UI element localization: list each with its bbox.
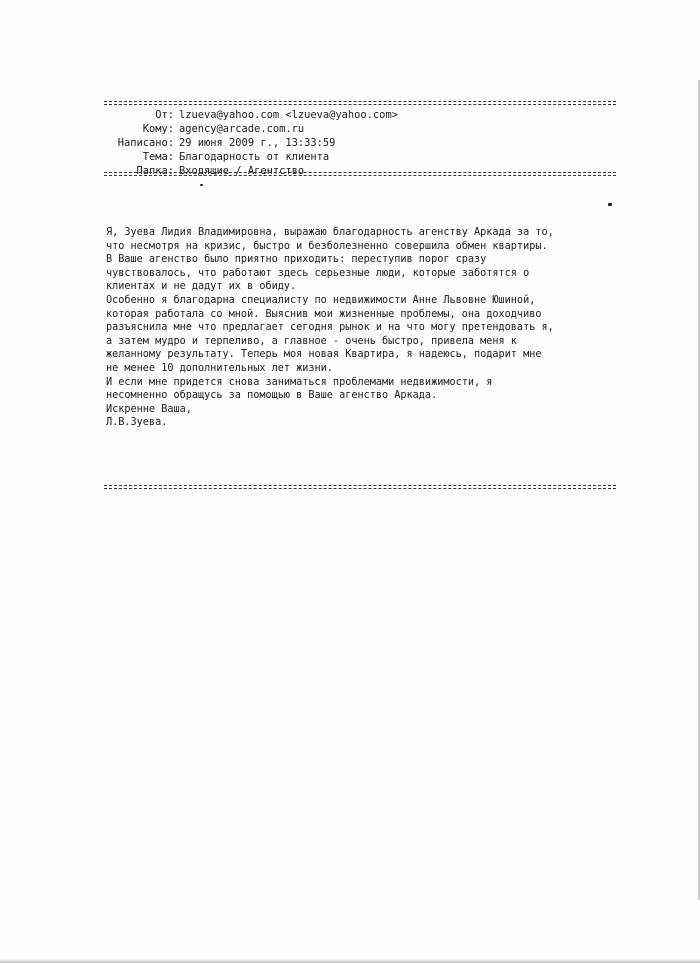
top-separator xyxy=(104,101,616,102)
body-line: желанному результату. Теперь моя новая Квартира, я надеюсь, подарит мне xyxy=(106,349,542,361)
body-line: которая работала со мной. Выяснив мои жизненные проблемы, она доходчиво xyxy=(106,308,542,320)
header-subject-row xyxy=(104,150,624,164)
header-written-row xyxy=(104,136,624,150)
bottom-separator xyxy=(104,485,616,486)
body-line: разъяснила мне что предлагает сегодня рынок и на что могу претендовать я, xyxy=(106,322,554,334)
written-label: Написано: xyxy=(117,137,174,149)
to-label: Кому: xyxy=(142,123,174,135)
message-body xyxy=(106,226,626,430)
scan-speck xyxy=(200,184,203,186)
header-from-row xyxy=(104,108,624,122)
subject-label: Тема: xyxy=(142,151,174,163)
body-line: что несмотря на кризис, быстро и безболезненно совершила обмен квартиры. xyxy=(106,240,548,252)
body-line: Особенно я благодарна специалисту по недвижимости Анне Львовне Юшиной, xyxy=(106,294,536,306)
written-value: 29 июня 2009 г., 13:33:59 xyxy=(179,137,336,149)
body-line: Л.В.Зуева. xyxy=(106,417,168,429)
email-header xyxy=(104,108,624,178)
from-value: lzueva@yahoo.com <lzueva@yahoo.com> xyxy=(179,109,398,121)
body-line: Искренне Ваша, xyxy=(106,403,192,415)
body-line: чувствовалось, что работают здесь серьезные люди, которые заботятся о xyxy=(106,267,530,279)
header-to-row xyxy=(104,122,624,136)
scan-bottom-edge xyxy=(0,959,700,963)
scan-speck xyxy=(608,203,612,206)
header-separator xyxy=(104,172,616,173)
from-label: От: xyxy=(155,109,174,121)
body-line: не менее 10 дополнительных лет жизни. xyxy=(106,362,333,374)
subject-value: Благодарность от клиента xyxy=(179,151,330,163)
body-line: а затем мудро и терпеливо, а главное - очень быстро, привела меня к xyxy=(106,335,517,347)
folder-label: Папка: xyxy=(136,165,174,177)
body-line: В Ваше агенство было приятно приходить: переступив порог сразу xyxy=(106,254,487,266)
folder-value: Входящие / Агентство xyxy=(179,165,305,177)
body-line: Я, Зуева Лидия Владимировна, выражаю благодарность агенству Аркада за то, xyxy=(106,227,554,238)
body-line: несомненно обращусь за помощью в Ваше агенство Аркада. xyxy=(106,390,438,402)
body-line: клиентах и не дадут их в обиду. xyxy=(106,281,297,293)
body-line: И если мне придется снова заниматься проблемами недвижимости, я xyxy=(106,376,493,388)
to-value: agency@arcade.com.ru xyxy=(179,123,305,135)
